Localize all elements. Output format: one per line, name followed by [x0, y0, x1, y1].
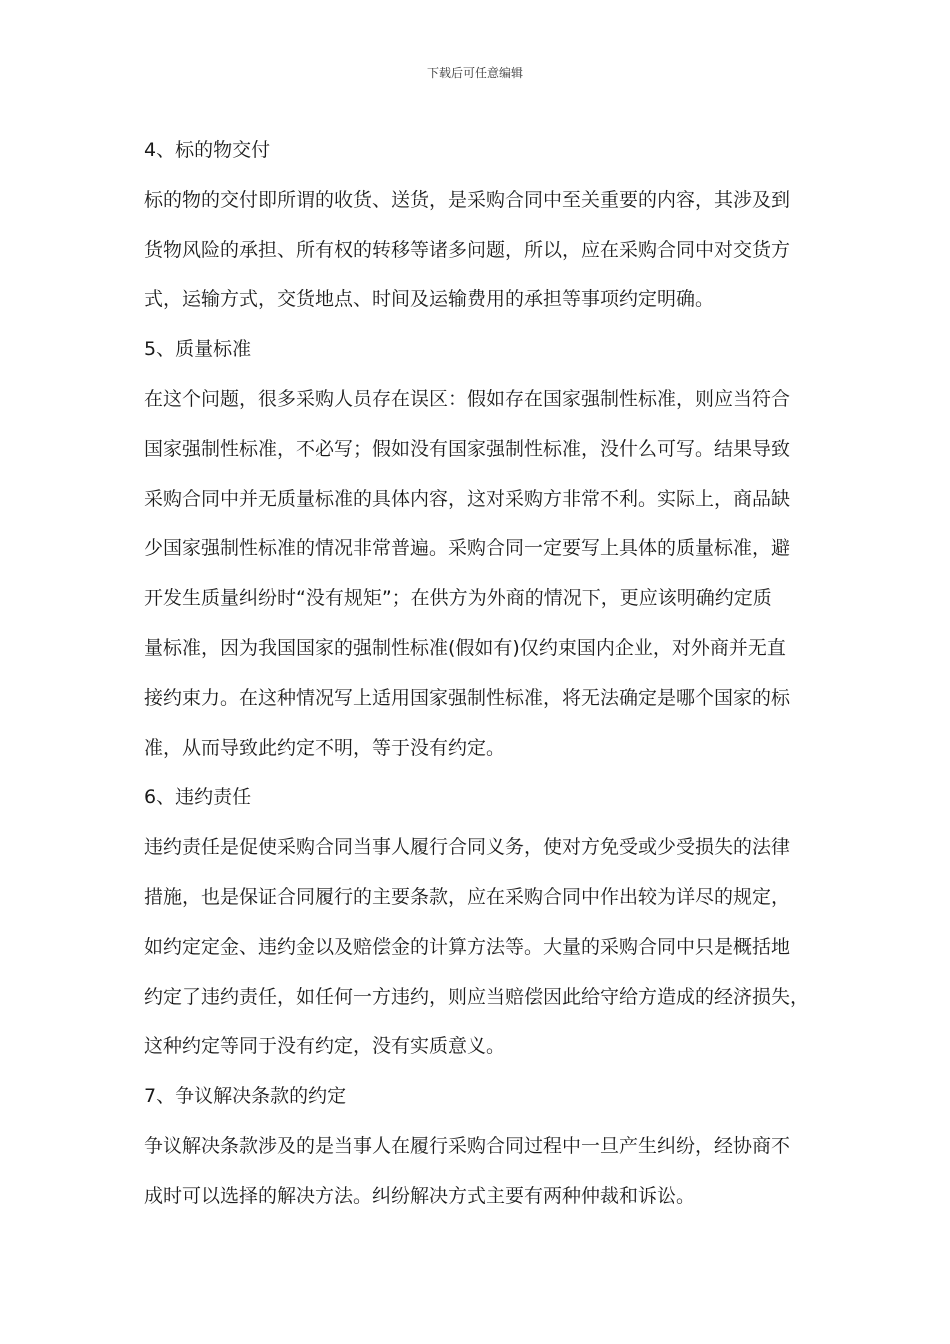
body-line: 少国家强制性标准的情况非常普遍。采购合同一定要写上具体的质量标准，避: [144, 537, 791, 560]
document-body: [144, 126, 809, 1222]
section-heading: 4、标的物交付: [144, 139, 271, 161]
body-line: 开发生质量纠纷时“没有规矩”；在供方为外商的情况下，更应该明确约定质: [144, 587, 772, 610]
body-line: 违约责任是促使采购合同当事人履行合同义务，使对方免受或少受损失的法律: [144, 836, 791, 859]
body-line: 如约定定金、违约金以及赔偿金的计算方法等。大量的采购合同中只是概括地: [144, 935, 791, 958]
body-line: 在这个问题，很多采购人员存在误区：假如存在国家强制性标准，则应当符合: [144, 387, 791, 410]
page-header: 下载后可任意编辑: [426, 66, 523, 80]
section-heading: 7、争议解决条款的约定: [144, 1085, 347, 1108]
body-line: 成时可以选择的解决方法。纠纷解决方式主要有两种仲裁和诉讼。: [144, 1184, 696, 1207]
body-line: 约定了违约责任，如任何一方违约，则应当赔偿因此给守给方造成的经济损失，: [144, 985, 810, 1008]
body-line: 采购合同中并无质量标准的具体内容，这对采购方非常不利。实际上，商品缺: [144, 487, 791, 510]
body-line: 量标准，因为我国国家的强制性标准(假如有)仅约束国内企业，对外商并无直: [144, 636, 786, 659]
body-line: 货物风险的承担、所有权的转移等诸多问题，所以，应在采购合同中对交货方: [144, 238, 791, 261]
body-line: 标的物的交付即所谓的收货、送货，是采购合同中至关重要的内容，其涉及到: [144, 188, 791, 211]
body-line: 争议解决条款涉及的是当事人在履行采购合同过程中一旦产生纠纷，经协商不: [144, 1134, 791, 1157]
body-line: 接约束力。在这种情况写上适用国家强制性标准，将无法确定是哪个国家的标: [144, 686, 791, 709]
body-line: 式，运输方式，交货地点、时间及运输费用的承担等事项约定明确。: [144, 288, 715, 311]
body-line: 措施，也是保证合同履行的主要条款，应在采购合同中作出较为详尽的规定，: [144, 885, 791, 908]
section-heading: 6、违约责任: [144, 786, 252, 809]
body-line: 国家强制性标准，不必写；假如没有国家强制性标准，没什么可写。结果导致: [144, 437, 791, 460]
body-line: 这种约定等同于没有约定，没有实质意义。: [144, 1035, 506, 1058]
section-heading: 5、质量标准: [144, 338, 252, 361]
body-line: 准，从而导致此约定不明，等于没有约定。: [144, 736, 506, 759]
